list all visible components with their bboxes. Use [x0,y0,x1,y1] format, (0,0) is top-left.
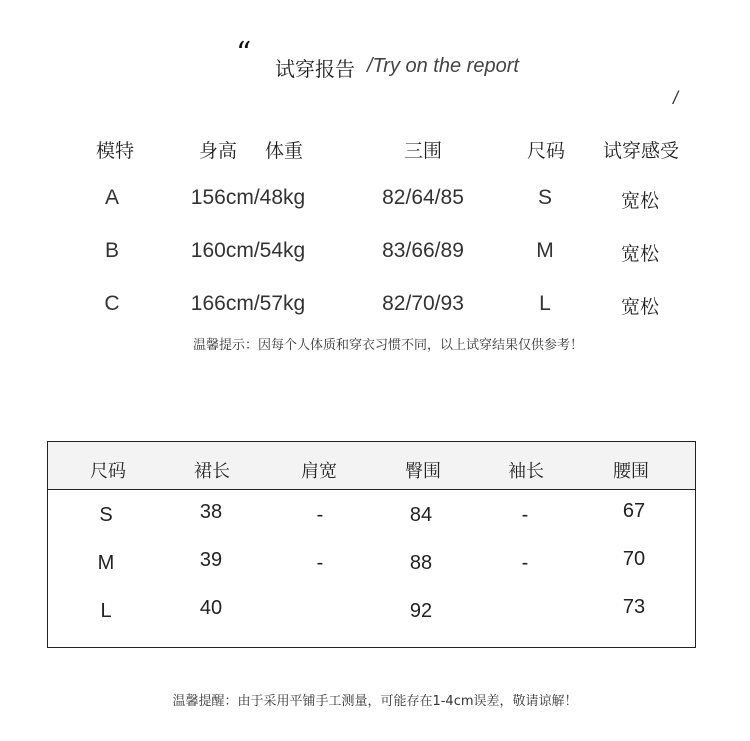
tryon-height-weight: 156cm/48kg [190,186,306,209]
tryon-header-height: 身高 [198,140,238,162]
size-cell-size: S [99,504,113,526]
tryon-feel: 宽松 [620,190,660,212]
size-cell-hip: 88 [409,552,433,574]
tryon-size: S [537,186,553,209]
size-cell-skirt-length: 40 [199,597,223,619]
tryon-note: 温馨提示：因每个人体质和穿衣习惯不同，以上试穿结果仅供参考！ [192,338,583,353]
size-cell-sleeve: - [521,504,529,526]
tryon-measurements: 83/66/89 [382,239,464,262]
tryon-height-weight: 160cm/54kg [190,239,306,262]
size-cell-hip: 84 [409,504,433,526]
tryon-header-size: 尺码 [526,140,566,162]
size-cell-shoulder: - [316,552,324,574]
size-cell-shoulder: - [316,504,324,526]
size-cell-size: M [97,552,115,574]
size-cell-waist: 67 [622,500,646,522]
size-chart-header-row [48,442,695,490]
tryon-feel: 宽松 [620,243,660,265]
size-header-hip: 臀围 [405,461,441,482]
size-header-sleeve: 袖长 [508,461,544,482]
tryon-size: L [539,292,551,315]
tryon-measurements: 82/64/85 [382,186,464,209]
size-header-shoulder: 肩宽 [301,461,337,482]
tryon-header-measurements: 三围 [403,140,443,162]
size-cell-sleeve: - [521,552,529,574]
size-header-size: 尺码 [90,461,126,482]
tryon-model: B [104,239,120,262]
tryon-measurements: 82/70/93 [382,292,464,315]
size-header-waist: 腰围 [613,461,649,482]
tryon-height-weight: 166cm/57kg [190,292,306,315]
report-title: 试穿报告 [275,57,355,81]
size-chart-table [47,441,696,648]
size-cell-waist: 73 [622,596,646,618]
size-header-skirt-length: 裙长 [194,461,230,482]
size-cell-size: L [100,600,112,622]
tryon-header-feel: 试穿感受 [602,140,680,162]
tryon-feel: 宽松 [620,296,660,318]
tryon-model: C [104,292,120,315]
tryon-header-weight: 体重 [264,140,304,162]
quote-mark-icon: “ [236,36,252,71]
measurement-note: 温馨提醒：由于采用平铺手工测量，可能存在1-4cm误差，敬请谅解！ [172,694,578,709]
decorative-slash: / [673,88,679,108]
tryon-header-model: 模特 [95,140,135,162]
size-cell-waist: 70 [622,548,646,570]
tryon-size: M [536,239,554,262]
size-cell-skirt-length: 38 [199,501,223,523]
size-cell-skirt-length: 39 [199,549,223,571]
report-subtitle: /Try on the report [367,55,519,77]
tryon-model: A [104,186,120,209]
size-cell-hip: 92 [409,600,433,622]
